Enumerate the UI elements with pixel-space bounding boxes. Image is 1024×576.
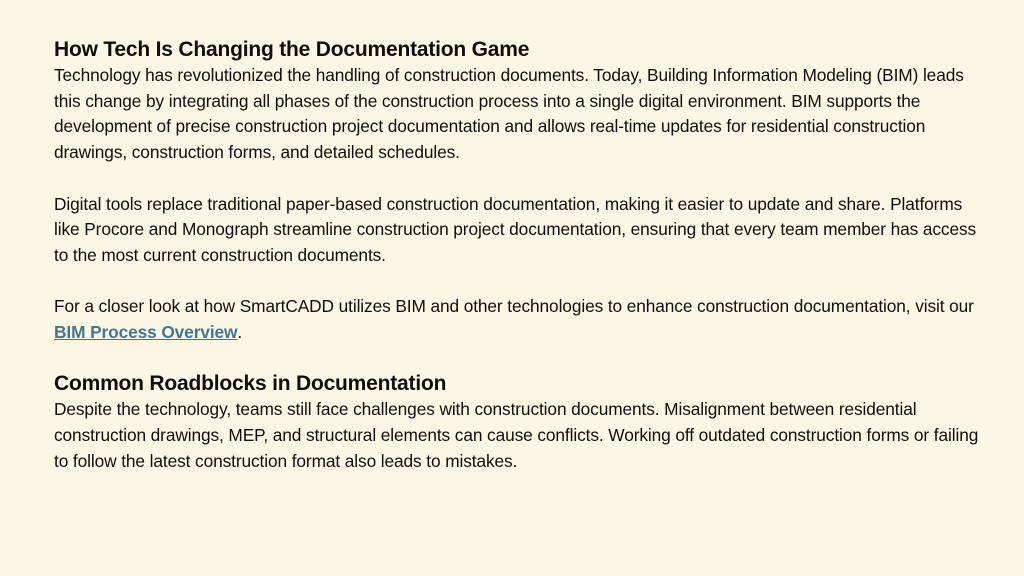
- section-tech-changing: [54, 37, 984, 346]
- closer-look-text: For a closer look at how SmartCADD utilizes BIM and other technologies to enhance construction documentation, visit our: [54, 296, 974, 317]
- paragraph-spacer: [54, 269, 984, 295]
- section-heading-tech-changing: How Tech Is Changing the Documentation Game: [54, 38, 530, 61]
- paragraph-bim-intro: Technology has revolutionized the handling of construction documents. Today, Building Information Modeling (BIM) leads this change by integrating all phases of the construction process into a single digital environment. BIM supports the development of precise construction project documentation and allows real-time updates for residential construction drawings, construction forms, and detailed schedules.: [54, 65, 964, 163]
- paragraph-spacer: [54, 166, 984, 192]
- bim-process-overview-link[interactable]: BIM Process Overview: [54, 322, 238, 342]
- paragraph-digital-tools: Digital tools replace traditional paper-based construction documentation, making it easier to update and share. Platforms like Procore and Monograph streamline construction project documentation, ensuring that every team member has access to the most current construction documents.: [54, 193, 977, 265]
- section-heading-roadblocks: Common Roadblocks in Documentation: [54, 372, 447, 396]
- section-spacer: [54, 346, 984, 372]
- section-roadblocks: [54, 371, 984, 474]
- paragraph-closer-look: [54, 294, 984, 345]
- paragraph-roadblocks: Despite the technology, teams still face challenges with construction documents. Misalignment between residential construction drawings, MEP, and structural elements can cause conflicts. Working off outdated construction forms or failing to follow the latest construction format also leads to mistakes.: [54, 399, 979, 471]
- closer-look-period: .: [237, 322, 243, 342]
